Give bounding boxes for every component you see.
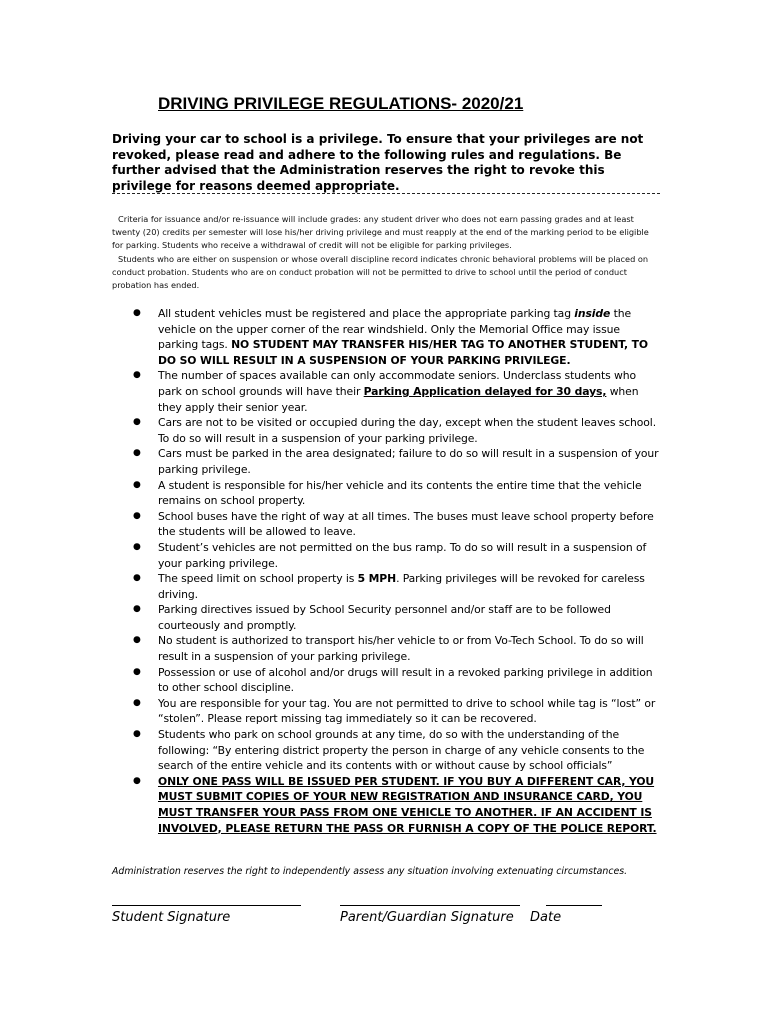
rule-text: The speed limit on school property is	[158, 572, 358, 586]
rule-text: No student is authorized to transport his/her vehicle to or from Vo-Tech School. To do so will result in a suspension of your parking privilege.	[158, 634, 644, 664]
rule-text: Cars are not to be visited or occupied during the day, except when the student leaves school. To do so will result in a suspension of your parking privilege.	[158, 416, 657, 445]
bullet-icon: ●	[133, 635, 141, 646]
rule-text: Student’s vehicles are not permitted on the bus ramp. To do so will result in a suspension of your parking privilege.	[158, 540, 647, 570]
rule-text: Possession or use of alcohol and/or drugs will result in a revoked parking privilege in addition to other school discipline.	[158, 665, 653, 695]
rule-item-buses	[112, 509, 660, 540]
rule-emphasis: inside	[574, 307, 611, 320]
criteria-section	[112, 213, 658, 292]
student-signature-line[interactable]	[112, 905, 301, 906]
bullet-icon: ●	[133, 308, 141, 318]
rule-item-security	[112, 602, 660, 633]
rule-item-responsibility	[112, 478, 660, 509]
rule-item-visiting	[112, 415, 660, 446]
rule-item-alcohol-drugs	[112, 665, 660, 696]
rule-item-seniors	[112, 368, 660, 415]
bullet-icon: ●	[133, 370, 141, 381]
rules-list	[112, 306, 660, 836]
bullet-icon: ●	[133, 573, 141, 584]
bullet-icon: ●	[133, 697, 141, 708]
rule-item-speed-limit	[112, 571, 660, 602]
rule-text: A student is responsible for his/her vehicle and its contents the entire time that the vehicle remains on school property.	[158, 478, 642, 508]
bullet-icon: ●	[133, 604, 141, 615]
rule-text: . Parking privileges will be revoked for careless driving.	[158, 572, 645, 601]
rule-text: Cars must be parked in the area designated; failure to do so will result in a suspension of your parking privilege.	[158, 447, 659, 476]
rule-item-designated-area	[112, 446, 660, 477]
rule-text: Parking directives issued by School Security personnel and/or staff are to be followed courteously and promptly.	[158, 603, 611, 632]
bullet-icon: ●	[133, 729, 141, 740]
rule-warning: NO STUDENT MAY TRANSFER HIS/HER TAG TO ANOTHER STUDENT, TO DO SO WILL RESULT IN A SUSPENSION OF YOUR PARKING PRIVILEGE.	[158, 338, 648, 367]
rule-item-registration	[112, 306, 660, 368]
rule-item-tag	[112, 696, 660, 727]
rule-item-vo-tech	[112, 633, 660, 664]
date-line[interactable]	[546, 905, 602, 906]
administration-footnote: Administration reserves the right to independently assess any situation involving extenuating circumstances.	[112, 866, 628, 877]
dashed-divider	[112, 193, 660, 204]
rule-text: You are responsible for your tag. You are not permitted to drive to school while tag is “lost” or “stolen”. Please report missing tag immediately so it can be recovered.	[158, 696, 656, 726]
rule-item-bus-ramp	[112, 540, 660, 571]
rule-emphasis: Parking Application delayed for 30 days,	[363, 384, 607, 398]
bullet-icon: ●	[133, 510, 141, 521]
bullet-icon: ●	[133, 448, 141, 459]
bullet-icon: ●	[133, 666, 141, 677]
speed-limit-value: 5 MPH	[357, 572, 397, 586]
criteria-grades-text: Criteria for issuance and/or re-issuance will include grades: any student driver who does not earn passing grades and at least twenty (20) credits per semester will lose his/her driving privilege and must reapply at the end of the marking period to be eligible for parking. Students who receive a withdrawal of credit will not be eligible for parking privileges.	[112, 214, 649, 251]
bullet-icon: ●	[133, 775, 141, 786]
rule-text: The number of spaces available can only accommodate seniors. Underclass students who park on school grounds will have their	[158, 369, 636, 398]
criteria-conduct-text: Students who are either on suspension or whose overall discipline record indicates chronic behavioral problems will be placed on conduct probation. Students who are on conduct probation will not be permitted to drive to school until the period of conduct probation has ended.	[112, 253, 649, 291]
student-signature-label: Student Signature	[112, 910, 231, 925]
rule-text: School buses have the right of way at all times. The buses must leave school property before the students will be allowed to leave.	[158, 509, 654, 539]
rule-item-search-consent	[112, 727, 660, 774]
document-title: DRIVING PRIVILEGE REGULATIONS- 2020/21	[158, 94, 524, 113]
rule-text: when they apply their senior year.	[158, 384, 639, 414]
bullet-icon: ●	[133, 417, 141, 428]
intro-paragraph: Driving your car to school is a privilege. To ensure that your privileges are not revoked, please read and adhere to the following rules and regulations. Be further advised that the Administration reserves the right to revoke this privilege for reasons deemed appropriate.	[112, 132, 644, 193]
rule-text: All student vehicles must be registered and place the appropriate parking tag	[158, 307, 575, 320]
rule-text: Students who park on school grounds at any time, do so with the understanding of the following: “By entering district property the person in charge of any vehicle consents to the search of the entire vehicle and its contents with or without cause by school officials”	[158, 728, 645, 773]
bullet-icon: ●	[133, 479, 141, 490]
date-label: Date	[530, 910, 562, 925]
rule-text: the vehicle on the upper corner of the rear windshield. Only the Memorial Office may issue parking tags.	[158, 307, 632, 352]
parent-signature-label: Parent/Guardian Signature	[340, 910, 514, 925]
bullet-icon: ●	[133, 541, 141, 552]
rule-item-one-pass	[112, 774, 660, 836]
parent-signature-line[interactable]	[340, 905, 520, 906]
rule-warning: ONLY ONE PASS WILL BE ISSUED PER STUDENT. IF YOU BUY A DIFFERENT CAR, YOU MUST SUBMIT COPIES OF YOUR NEW REGISTRATION AND INSURANCE CARD, YOU MUST TRANSFER YOUR PASS FROM ONE VEHICLE TO ANOTHER. IF AN ACCIDENT IS INVOLVED, PLEASE RETURN THE PASS OR FURNISH A COPY OF THE POLICE REPORT.	[158, 774, 657, 835]
